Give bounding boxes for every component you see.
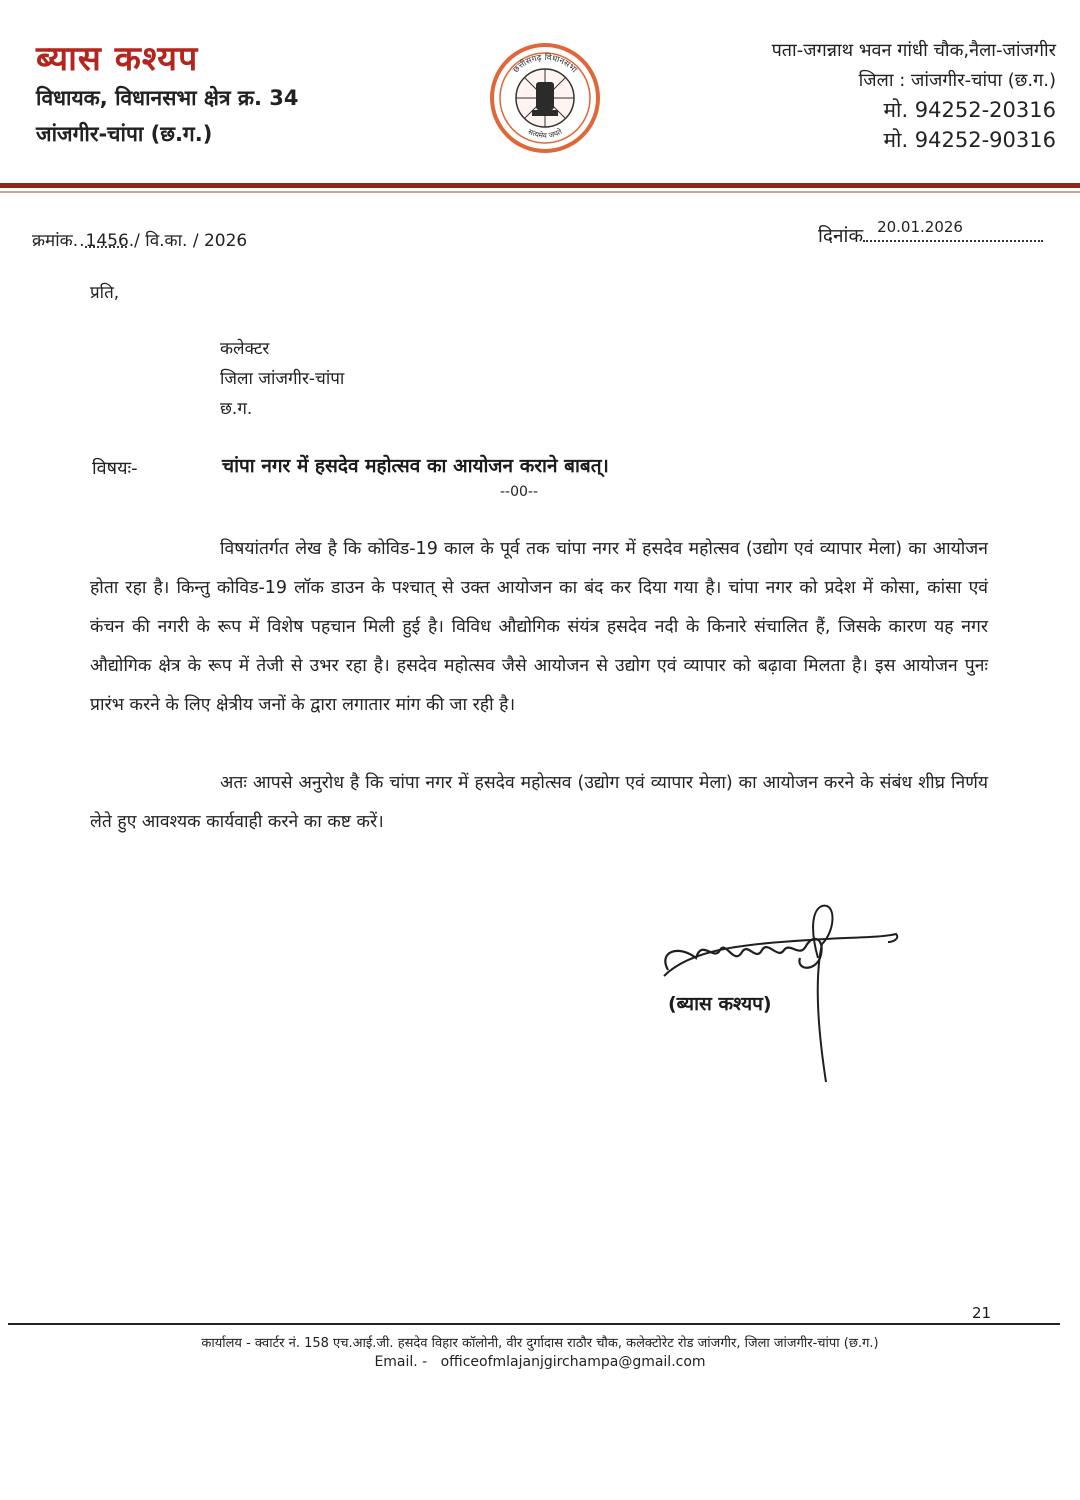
header-rule xyxy=(0,183,1080,188)
footer-office-address: कार्यालय - क्वार्टर नं. 158 एच.आई.जी. हसदेव विहार कॉलोनी, वीर दुर्गादास राठौर चौक, कलेक्टोरेट रोड जांजगीर, जिला जांजगीर-चांपा (छ.ग.) xyxy=(201,1336,879,1351)
recipient-line-1: कलेक्टर xyxy=(220,339,270,359)
date-label: दिनांक xyxy=(818,225,864,247)
seal-bottom-text: सत्यमेव जयते xyxy=(526,126,564,141)
phone-2: मो. 94252-90316 xyxy=(883,128,1056,152)
signatory-name: (ब्यास कश्यप) xyxy=(668,993,772,1015)
mla-designation: विधायक, विधानसभा क्षेत्र क्र. 34 xyxy=(36,86,299,110)
date-value: 20.01.2026 xyxy=(877,218,963,236)
date-block xyxy=(818,218,1043,248)
body-paragraph-2 xyxy=(90,764,988,842)
body-paragraph-1 xyxy=(90,530,988,725)
seal-top-text: छत्तीसगढ़ विधानसभा xyxy=(511,52,579,76)
body-paragraph-1-text: विषयांतर्गत लेख है कि कोविड-19 काल के पूर्व तक चांपा नगर में हसदेव महोत्सव (उद्योग एवं व्यापार मेला) का आयोजन होता रहा है। किन्तु कोविड-19 लॉक डाउन के पश्चात् से उक्त आयोजन का बंद कर दिया गया है। चांपा नगर को प्रदेश में कोसा, कांसा एवं कंचन की नगरी के रूप में विशेष पहचान मिली हुई है। विविध औद्योगिक संयंत्र हसदेव नदी के किनारे संचालित हैं, जिसके कारण यह नगर औद्योगिक क्षेत्र के रूप में तेजी से उभर रहा है। हसदेव महोत्सव जैसे आयोजन से उद्योग एवं व्यापार को बढ़ावा मिलता है। इस आयोजन पुनः प्रारंभ करने के लिए क्षेत्रीय जनों के द्वारा लगातार मांग की जा रही है। xyxy=(90,539,988,715)
address-line-2: जिला : जांजगीर-चांपा (छ.ग.) xyxy=(858,70,1056,91)
recipient-line-3: छ.ग. xyxy=(220,399,253,419)
phone-1: मो. 94252-20316 xyxy=(883,98,1056,122)
to-prefix: प्रति, xyxy=(90,283,120,303)
footer-email[interactable]: officeofmlajanjgirchampa@gmail.com xyxy=(440,1354,706,1370)
page-number: 21 xyxy=(972,1304,992,1322)
mla-district: जांजगीर-चांपा (छ.ग.) xyxy=(36,122,213,146)
reference-suffix: / वि.का. / 2026 xyxy=(134,231,248,251)
reference-number: क्रमांक..1456./ वि.का. / 2026 xyxy=(32,231,248,251)
header-rule-thin xyxy=(0,191,1080,193)
mla-name: ब्यास कश्यप xyxy=(36,39,199,79)
footer-email-label: Email. - xyxy=(374,1354,428,1370)
reference-value: 1456 xyxy=(85,231,129,251)
body-paragraph-2-text: अतः आपसे अनुरोध है कि चांपा नगर में हसदेव महोत्सव (उद्योग एवं व्यापार मेला) का आयोजन करने के संबंध शीघ्र निर्णय लेते हुए आवश्यक कार्यवाही करने का कष्ट करें। xyxy=(90,773,988,832)
subject-divider: --00-- xyxy=(500,484,539,500)
svg-text:सत्यमेव जयते xyxy=(526,127,564,140)
footer-rule xyxy=(8,1323,1060,1325)
subject-label: विषयः- xyxy=(92,458,138,479)
address-line-1: पता-जगन्नाथ भवन गांधी चौक,नैला-जांजगीर xyxy=(771,40,1056,61)
recipient-line-2: जिला जांजगीर-चांपा xyxy=(220,369,345,389)
subject-text: चांपा नगर में हसदेव महोत्सव का आयोजन कराने बाबत्। xyxy=(222,455,609,477)
reference-label: क्रमांक xyxy=(32,231,73,251)
footer-email-line xyxy=(0,1354,1080,1370)
assembly-seal xyxy=(489,42,601,154)
